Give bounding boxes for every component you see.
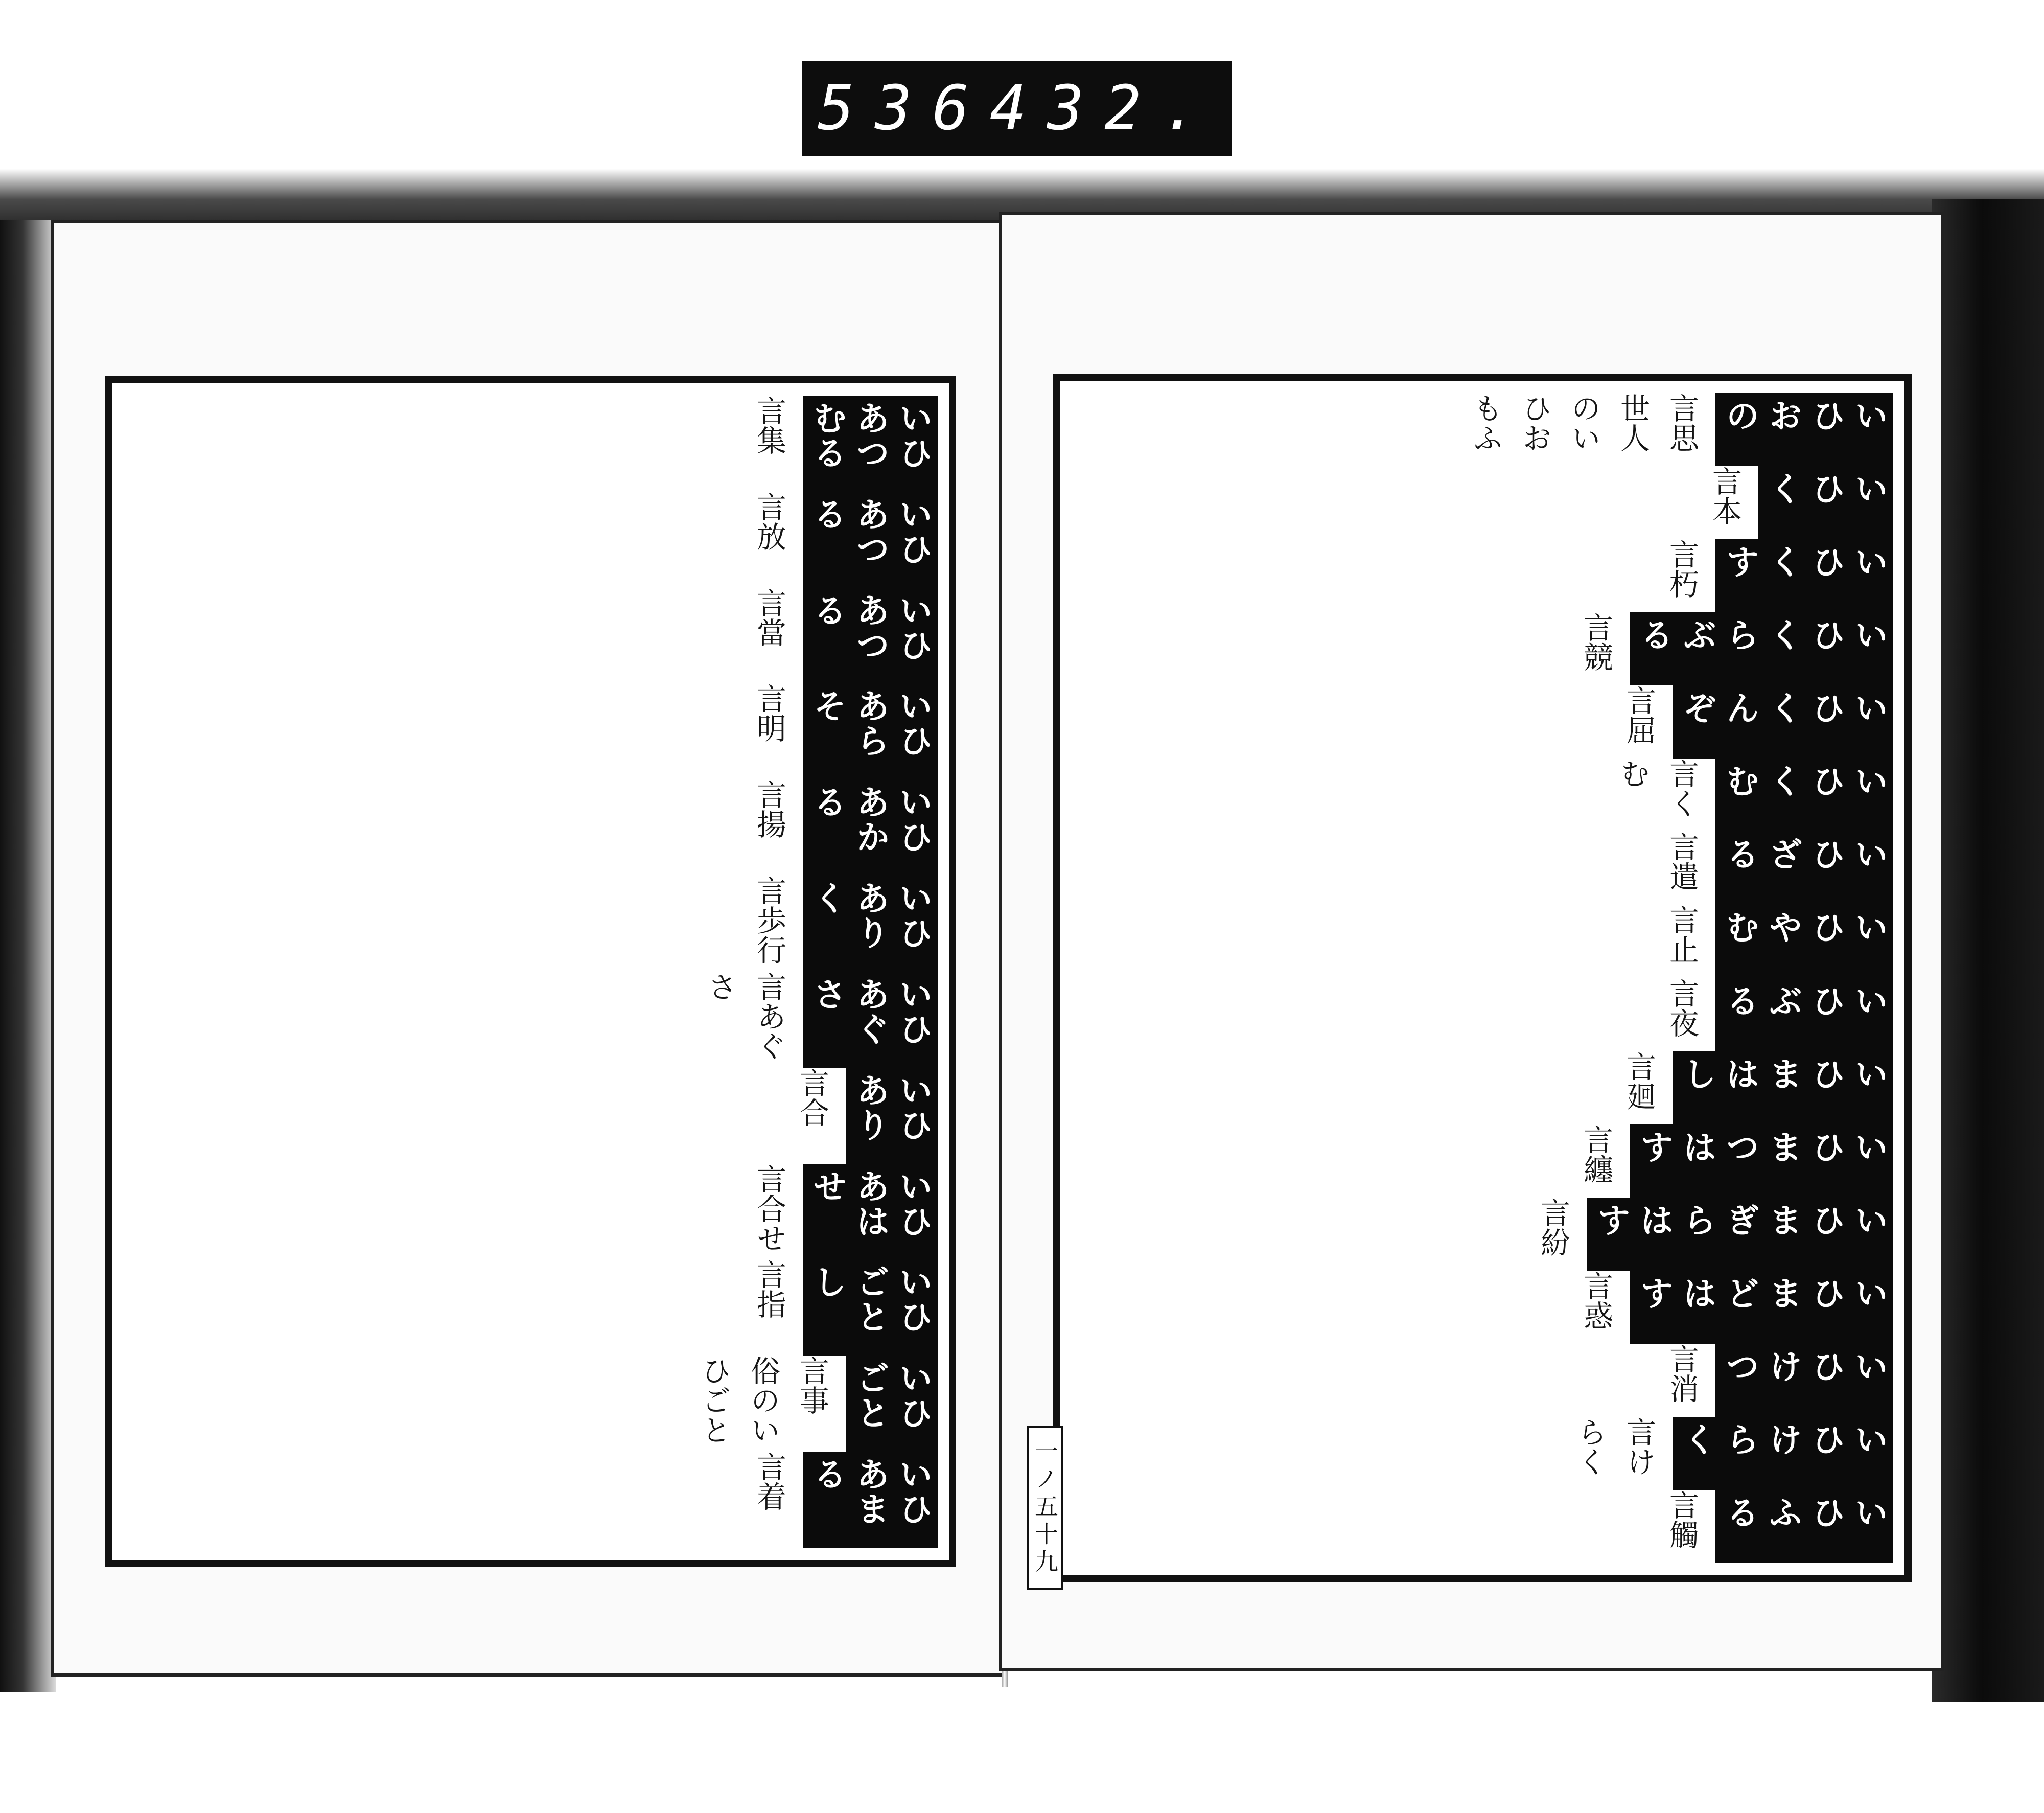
dictionary-entry [1072, 1271, 1893, 1344]
entry-headword: いひあり [846, 1068, 938, 1164]
dictionary-entry [1072, 1490, 1893, 1563]
dictionary-entry [124, 683, 938, 779]
entry-headword: いひあぐさ [803, 972, 938, 1068]
dictionary-entry [1072, 905, 1893, 978]
dictionary-entry [124, 1068, 938, 1164]
left-text-frame [105, 376, 956, 1567]
dictionary-entry [124, 492, 938, 588]
dictionary-entry [124, 972, 938, 1068]
entry-definition: 言廻 [1621, 1051, 1656, 1111]
entry-headword: いひくんぞ [1673, 685, 1893, 759]
dictionary-entry [124, 1259, 938, 1356]
entry-definition: 言着 [752, 1452, 786, 1511]
entry-headword: いひけつ [1715, 1344, 1893, 1417]
dictionary-entry [1072, 832, 1893, 905]
entry-headword: いひふる [1715, 1490, 1893, 1563]
left-page [51, 220, 1007, 1677]
entry-headword: いひけらく [1673, 1417, 1893, 1490]
entry-definition: 言本 [1707, 466, 1742, 526]
entry-definition: 言思 世人のいひおもふ [1468, 393, 1699, 452]
entry-definition: 言夜 [1664, 978, 1699, 1038]
entry-definition: 言競 [1578, 612, 1613, 672]
entry-headword: いひまどはす [1630, 1271, 1893, 1344]
entry-definition: 言揚 [752, 779, 786, 839]
entry-definition: 言消 [1664, 1343, 1699, 1403]
right-text-frame [1053, 374, 1912, 1582]
entry-definition: 言集 [752, 396, 786, 455]
entry-definition: 言事 俗のいひごと [696, 1356, 829, 1445]
entry-headword: いひくらぶる [1630, 612, 1893, 685]
film-frame-label [802, 61, 1232, 156]
entry-headword: いひあかる [803, 779, 938, 876]
frame-number-left: 536 [818, 73, 990, 144]
entry-headword: いひく [1758, 466, 1893, 539]
entry-headword: いひぶる [1715, 978, 1893, 1051]
entry-definition: 言惑 [1578, 1270, 1613, 1330]
entry-definition: 言放 [752, 491, 786, 551]
entry-headword: いひまぎらはす [1587, 1198, 1893, 1271]
entry-headword: いひごと [846, 1356, 938, 1452]
dictionary-entry [1072, 1417, 1893, 1490]
entry-headword: いひあらそ [803, 683, 938, 779]
entry-definition: 言屈 [1621, 685, 1656, 745]
entry-headword: いひあつる [803, 492, 938, 588]
entry-definition: 言朽 [1664, 539, 1699, 599]
entry-definition: 言觸 [1664, 1489, 1699, 1549]
dictionary-entry [124, 1356, 938, 1452]
entry-headword: いひくす [1715, 539, 1893, 612]
entry-headword: いひあはせ [803, 1164, 938, 1260]
entry-definition: 言明 [752, 683, 786, 743]
dictionary-entry [1072, 466, 1893, 539]
page-folio: 一ノ五十九 [1027, 1426, 1063, 1590]
left-columns [124, 396, 938, 1548]
dictionary-entry [124, 588, 938, 684]
entry-headword: いひざる [1715, 832, 1893, 905]
entry-definition: 言止 [1664, 905, 1699, 965]
dictionary-entry [1072, 1344, 1893, 1417]
entry-headword: いひくむ [1715, 759, 1893, 832]
dictionary-entry [1072, 759, 1893, 832]
dictionary-entry [1072, 1198, 1893, 1271]
dictionary-entry [1072, 539, 1893, 612]
dictionary-entry [1072, 1124, 1893, 1198]
scanner-left-edge [0, 220, 56, 1692]
entry-headword: いひまはし [1673, 1051, 1893, 1124]
dictionary-entry [1072, 978, 1893, 1051]
entry-definition: 言合せ [752, 1163, 786, 1253]
entry-headword: いひあつむる [803, 396, 938, 492]
scanner-right-edge [1932, 199, 2044, 1702]
entry-definition: 言合 [795, 1067, 829, 1127]
dictionary-entry [124, 779, 938, 876]
dictionary-entry [1072, 685, 1893, 759]
entry-headword: いひおの [1715, 393, 1893, 466]
dictionary-entry [124, 1452, 938, 1548]
entry-definition: 言あぐさ [703, 971, 786, 1061]
entry-definition: 言くむ [1615, 759, 1699, 818]
entry-definition: 言當 [752, 587, 786, 647]
entry-headword: いひありく [803, 876, 938, 972]
entry-headword: いひあまる [803, 1452, 938, 1548]
entry-definition: 言紛 [1536, 1197, 1570, 1257]
dictionary-entry [124, 876, 938, 972]
entry-headword: いひごとし [803, 1259, 938, 1356]
dictionary-entry [124, 1164, 938, 1260]
dictionary-entry [1072, 393, 1893, 466]
entry-definition: 言けらく [1572, 1416, 1656, 1476]
entry-definition: 言指 [752, 1259, 786, 1319]
entry-definition: 言遣 [1664, 832, 1699, 891]
entry-headword: いひまつはす [1630, 1124, 1893, 1198]
entry-definition: 言歩行 [752, 876, 786, 965]
entry-headword: いひあつる [803, 588, 938, 684]
right-page [999, 212, 1944, 1671]
entry-headword: いひやむ [1715, 905, 1893, 978]
right-columns [1072, 393, 1893, 1563]
dictionary-entry [124, 396, 938, 492]
entry-definition: 言纏 [1578, 1124, 1613, 1184]
dictionary-entry [1072, 612, 1893, 685]
frame-number-right: 432. [989, 73, 1219, 144]
dictionary-entry [1072, 1051, 1893, 1124]
